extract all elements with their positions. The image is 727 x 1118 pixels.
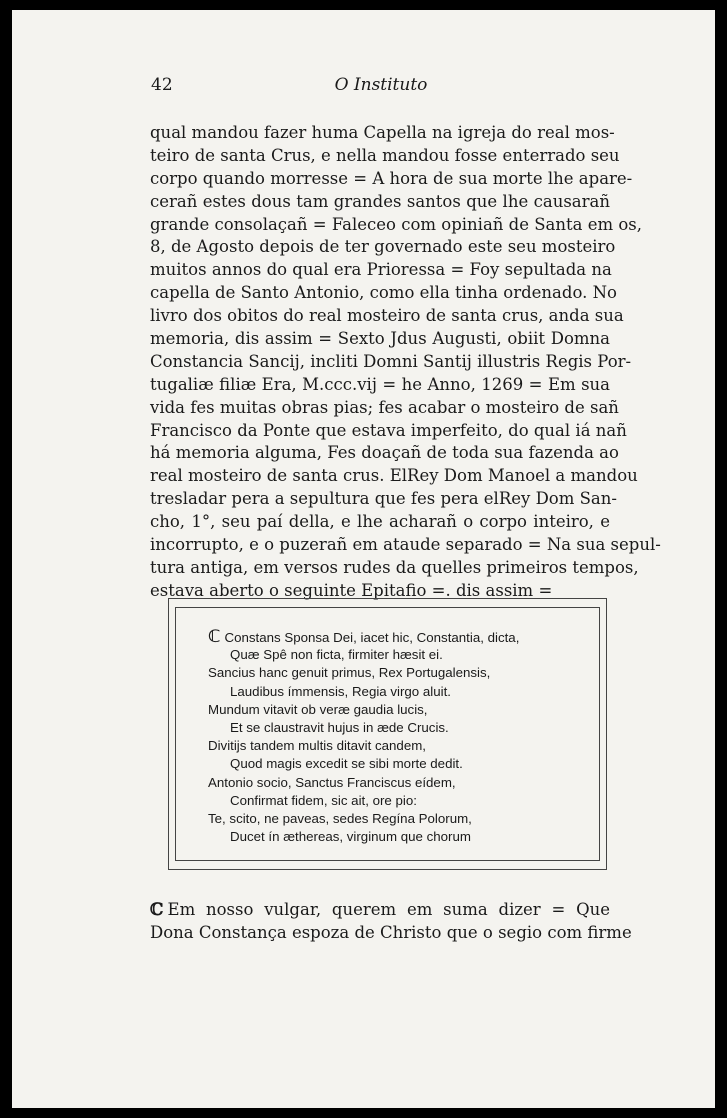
verse-line: Quod magis excedit se sibi morte dedit. — [230, 756, 463, 772]
page-number: 42 — [151, 75, 173, 95]
text-line: grande consolaçañ = Faleceo com opiniañ de Santa em os, — [150, 214, 643, 234]
text-line: tugaliæ filiæ Era, M.ccc.vij = he Anno, 1269 = Em sua — [150, 374, 610, 394]
body-text — [150, 122, 661, 603]
closing-paragraph — [150, 898, 632, 944]
text-line: incorrupto, e o puzerañ em ataude separado = Na sua sepul- — [150, 535, 661, 555]
text-line: memoria, dis assim = Sexto Jdus Augusti, obiit Domna — [150, 329, 610, 349]
verse-line: ℂ Constans Sponsa Dei, iacet hic, Constantia, dicta, — [208, 627, 520, 646]
text-line: real mosteiro de santa crus. ElRey Dom Manoel a mandou — [150, 466, 638, 486]
text-line: vida fes muitas obras pias; fes acabar o mosteiro de sañ — [150, 397, 619, 417]
text-line: estava aberto o seguinte Epitafio =. dis assim = — [150, 580, 553, 600]
verse-line: Antonio socio, Sanctus Franciscus eídem, — [208, 774, 456, 790]
text-line: cho, 1°, seu paí della, e lhe acharañ o corpo inteiro, e — [150, 512, 610, 532]
page-header — [151, 75, 611, 99]
text-line: 8, de Agosto depois de ter governado este seu mosteiro — [150, 237, 616, 257]
text-line: capella de Santo Antonio, como ella tinha ordenado. No — [150, 283, 617, 303]
text-line: há memoria alguma, Fes doaçañ de toda sua fazenda ao — [150, 443, 619, 463]
text-line: cerañ estes dous tam grandes santos que lhe causarañ — [150, 191, 610, 211]
paragraph-mark-icon: ℂ — [150, 900, 164, 920]
verse-line: Sancius hanc genuit primus, Rex Portugalensis, — [208, 665, 491, 681]
verse-line: Te, scito, ne paveas, sedes Regína Polorum, — [208, 810, 472, 826]
text-line: ℂ Em nosso vulgar, querem em suma dizer = Que — [150, 900, 610, 920]
running-title: O Instituto — [334, 75, 428, 95]
text-line: Constancia Sancij, incliti Domni Santij illustris Regis Por- — [150, 351, 632, 371]
text-line: Francisco da Ponte que estava imperfeito, do qual iá nañ — [150, 420, 627, 440]
text-line: corpo quando morresse = A hora de sua morte lhe apare- — [150, 168, 633, 188]
verse-line: Et se claustravit hujus in æde Crucis. — [230, 719, 449, 735]
text-line: qual mandou fazer huma Capella na igreja do real mos- — [150, 123, 615, 142]
text-line: muitos annos do qual era Prioressa = Foy sepultada na — [150, 260, 612, 280]
text-line: tresladar pera a sepultura que fes pera elRey Dom San- — [150, 489, 617, 509]
text-line: Dona Constança espoza de Christo que o segio com firme — [150, 922, 632, 942]
verse-line: Laudibus ímmensis, Regia virgo aluit. — [230, 683, 451, 699]
text-line: livro dos obitos do real mosteiro de santa crus, anda sua — [150, 306, 624, 326]
epitaph-poem — [208, 628, 608, 846]
verse-line: Quæ Spê non ficta, firmiter hæsit ei. — [230, 647, 443, 663]
verse-line: Ducet ín æthereas, virginum que chorum — [230, 829, 471, 845]
verse-line: Divitijs tandem multis ditavit candem, — [208, 738, 426, 754]
verse-line: Confirmat fidem, sic ait, ore pio: — [230, 792, 417, 808]
text-line: tura antiga, em versos rudes da quelles primeiros tempos, — [150, 557, 639, 577]
text-line: teiro de santa Crus, e nella mandou fosse enterrado seu — [150, 145, 620, 165]
paragraph-mark-icon: ℂ — [208, 627, 221, 646]
verse-line: Mundum vitavit ob veræ gaudia lucis, — [208, 701, 428, 717]
